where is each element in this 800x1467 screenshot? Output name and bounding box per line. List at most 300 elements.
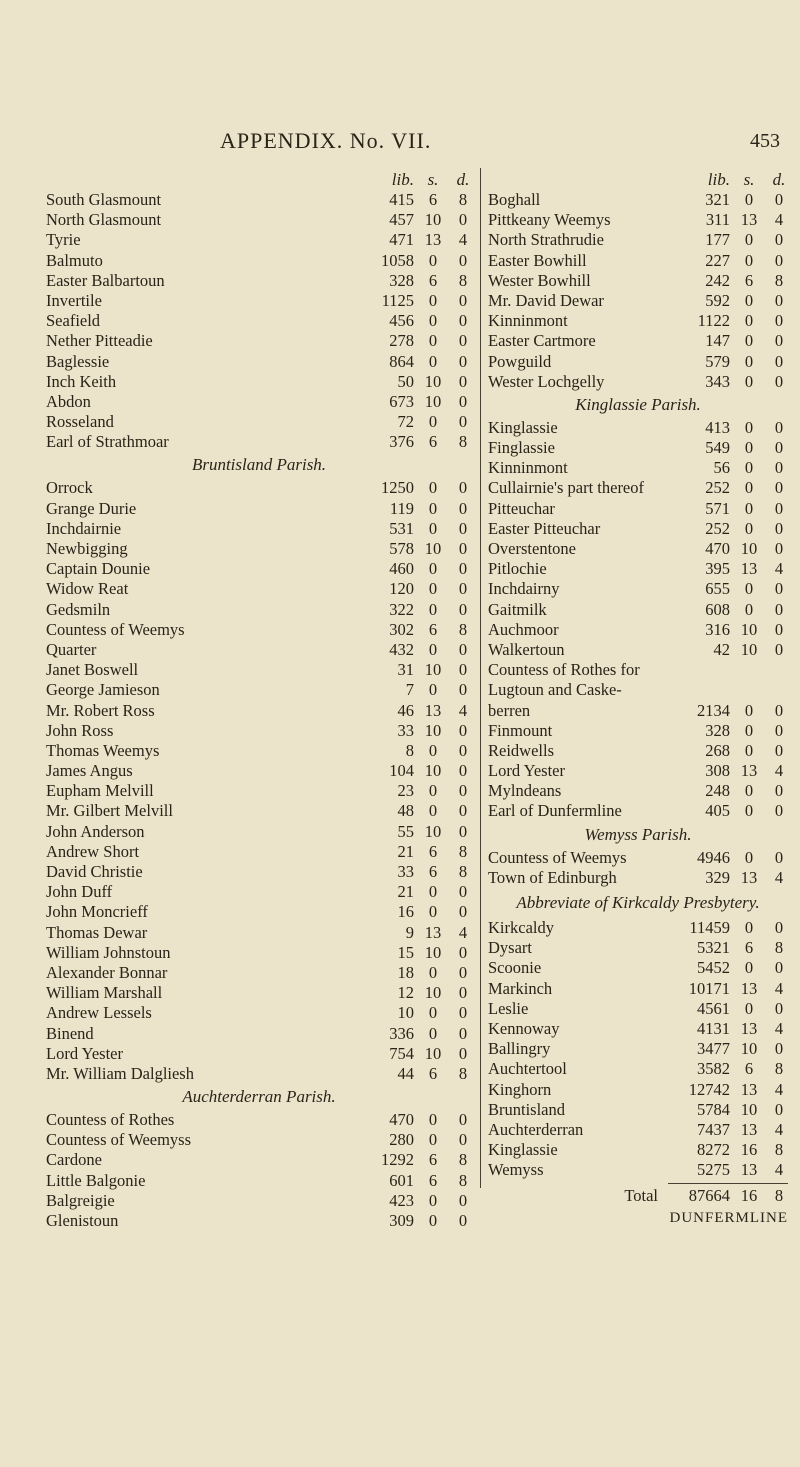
pence-value: 4 — [774, 559, 784, 579]
pence-value: 8 — [458, 270, 468, 290]
shillings-value: 10 — [424, 942, 442, 962]
pence-value: 4 — [774, 1018, 784, 1038]
pounds-value: 87664 — [688, 1186, 730, 1206]
pounds-value: 8 — [405, 740, 414, 760]
pounds-value: 280 — [389, 1130, 414, 1150]
pence-value: 0 — [774, 720, 784, 740]
table-row — [488, 418, 788, 438]
estate-name: Easter Bowhill — [488, 250, 587, 270]
estate-name: Walkertoun — [488, 639, 565, 659]
pounds-value: 395 — [705, 559, 730, 579]
table-row — [46, 519, 472, 539]
shillings-value: 10 — [424, 539, 442, 558]
pounds-value: 5321 — [697, 938, 730, 958]
estate-name: George Jamieson — [46, 680, 160, 700]
estate-name: Mr. Gilbert Melvill — [46, 801, 173, 821]
table-row — [46, 579, 472, 599]
shillings-value: 0 — [428, 1110, 438, 1130]
pounds-value: 4561 — [697, 998, 730, 1018]
page-number: 453 — [750, 130, 780, 152]
table-row — [488, 1100, 788, 1120]
shillings-value: 6 — [428, 619, 438, 639]
table-row — [488, 620, 788, 640]
pence-value: 0 — [458, 720, 468, 740]
table-row — [488, 801, 788, 821]
estate-name: John Duff — [46, 882, 113, 902]
pence-value: 4 — [774, 1119, 784, 1139]
table-row — [488, 519, 788, 539]
estate-name: Easter Balbartoun — [46, 270, 165, 290]
pounds-value: 10 — [397, 1003, 414, 1023]
table-row — [488, 1160, 788, 1180]
pence-value: 0 — [458, 1130, 468, 1150]
estate-name: Nether Pitteadie — [46, 331, 153, 351]
table-row — [46, 761, 472, 781]
estate-name: Lord Yester — [488, 761, 565, 781]
table-row — [46, 478, 472, 498]
pence-value: 0 — [774, 417, 784, 437]
total-row — [488, 1186, 788, 1206]
pence-value: 0 — [458, 761, 468, 781]
estate-name: Easter Pitteuchar — [488, 518, 601, 538]
shillings-value: 0 — [428, 1023, 438, 1043]
pence-value: 0 — [458, 599, 468, 619]
estate-name: Auchterderran — [488, 1119, 584, 1139]
shillings-value: 0 — [428, 1130, 438, 1150]
shillings-value: 0 — [428, 250, 438, 270]
table-row — [488, 559, 788, 579]
table-row — [46, 1191, 472, 1211]
pounds-value: 328 — [705, 720, 730, 740]
pence-value: 0 — [458, 391, 468, 411]
d-header: d. — [456, 170, 470, 189]
estate-name: Glenistoun — [46, 1211, 119, 1230]
pounds-value: 2134 — [697, 700, 730, 720]
estate-name: Kinninmont — [488, 458, 568, 478]
pounds-value: 23 — [397, 781, 414, 801]
page-header — [220, 128, 780, 154]
pounds-value: 470 — [389, 1110, 414, 1130]
shillings-value: 0 — [744, 331, 754, 351]
estate-name: Pittkeany Weemys — [488, 210, 611, 230]
pence-value: 0 — [458, 250, 468, 270]
parish-heading: Abbreviate of Kirkcaldy Presbytery. — [516, 893, 760, 912]
estate-name: Mr. David Dewar — [488, 290, 604, 310]
pence-value: 4 — [458, 922, 468, 942]
table-row — [46, 680, 472, 700]
table-row — [46, 230, 472, 250]
pounds-value: 321 — [705, 190, 730, 209]
shillings-value: 13 — [740, 1079, 758, 1099]
table-row — [46, 781, 472, 801]
table-row — [46, 943, 472, 963]
estate-name: Inchdairny — [488, 579, 560, 599]
pounds-value: 278 — [389, 331, 414, 351]
pence-value: 0 — [774, 639, 784, 659]
s-header: s. — [427, 170, 439, 189]
pounds-value: 316 — [705, 619, 730, 639]
pence-value: 8 — [774, 270, 784, 290]
shillings-value: 10 — [424, 660, 442, 680]
shillings-value: 6 — [744, 938, 754, 958]
estate-name: Invertile — [46, 290, 102, 310]
pounds-value: 549 — [705, 438, 730, 458]
estate-name: Quarter — [46, 639, 97, 659]
table-row — [488, 1120, 788, 1140]
estate-name: Leslie — [488, 998, 529, 1018]
estate-name: Inchdairnie — [46, 518, 122, 538]
estate-name: Countess of Weemys — [488, 847, 627, 867]
estate-name: Balgreigie — [46, 1190, 115, 1210]
pence-value: 0 — [774, 1099, 784, 1119]
table-row — [46, 701, 472, 721]
table-row — [46, 640, 472, 660]
pence-value: 0 — [458, 1190, 468, 1210]
estate-name: Rosseland — [46, 412, 114, 432]
pounds-value: 460 — [389, 559, 414, 579]
estate-name: Cullairnie's part thereof — [488, 478, 645, 498]
shillings-value: 0 — [428, 1211, 438, 1230]
shillings-value: 10 — [740, 1039, 758, 1059]
pounds-value: 21 — [397, 882, 414, 902]
pounds-value: 12 — [397, 983, 414, 1003]
pence-value: 0 — [458, 740, 468, 760]
pence-value: 0 — [458, 331, 468, 351]
s-header: s. — [743, 170, 755, 189]
table-row — [46, 801, 472, 821]
estate-name: Overstentone — [488, 539, 576, 558]
shillings-value: 0 — [744, 720, 754, 740]
estate-name: Wester Bowhill — [488, 270, 591, 290]
table-row — [488, 701, 788, 721]
pounds-value: 1058 — [381, 250, 414, 270]
estate-name: David Christie — [46, 862, 143, 881]
table-row — [488, 372, 788, 392]
table-row — [46, 499, 472, 519]
table-row — [488, 230, 788, 250]
shillings-value: 13 — [424, 230, 442, 250]
pence-value: 0 — [458, 579, 468, 599]
shillings-value: 6 — [428, 862, 438, 881]
pence-value: 0 — [458, 962, 468, 982]
pence-value: 4 — [458, 700, 468, 720]
table-row — [46, 311, 472, 331]
shillings-value: 0 — [428, 412, 438, 432]
shillings-value: 0 — [428, 331, 438, 351]
shillings-value: 0 — [744, 190, 754, 209]
pence-value: 0 — [458, 290, 468, 310]
table-row — [46, 1150, 472, 1170]
pounds-value: 5784 — [697, 1099, 730, 1119]
pounds-value: 56 — [713, 458, 730, 478]
pounds-value: 50 — [397, 371, 414, 391]
shillings-value: 0 — [428, 311, 438, 331]
pence-value: 0 — [458, 902, 468, 922]
pounds-value: 343 — [705, 371, 730, 391]
pounds-value: 7 — [405, 680, 414, 700]
left-column — [46, 190, 472, 1231]
pence-value: 0 — [774, 190, 784, 209]
table-row — [46, 1003, 472, 1023]
pence-value: 0 — [774, 250, 784, 270]
pounds-value: 754 — [389, 1043, 414, 1063]
pounds-value: 579 — [705, 351, 730, 371]
table-row — [46, 741, 472, 761]
estate-name: Pitlochie — [488, 559, 547, 579]
shillings-value: 10 — [424, 983, 442, 1003]
table-row — [46, 372, 472, 392]
shillings-value: 0 — [428, 1190, 438, 1210]
pence-value: 0 — [774, 371, 784, 391]
pounds-value: 1250 — [381, 478, 414, 498]
pounds-value: 147 — [705, 331, 730, 351]
catchword: DUNFERMLINE — [669, 1209, 788, 1226]
pounds-value: 48 — [397, 801, 414, 821]
pence-value: 0 — [774, 351, 784, 371]
shillings-value: 10 — [424, 391, 442, 411]
shillings-value: 10 — [424, 761, 442, 781]
table-row — [488, 781, 788, 801]
table-row — [488, 1059, 788, 1079]
estate-name: Baglessie — [46, 351, 110, 371]
pence-value: 0 — [458, 371, 468, 391]
shillings-value: 0 — [428, 579, 438, 599]
estate-name: John Moncrieff — [46, 902, 148, 922]
table-row — [46, 660, 472, 680]
pounds-value: 3582 — [697, 1059, 730, 1079]
table-row — [46, 190, 472, 210]
shillings-value: 0 — [428, 559, 438, 579]
pounds-value: 5275 — [697, 1160, 730, 1180]
pounds-value: 242 — [705, 270, 730, 290]
table-row — [488, 938, 788, 958]
shillings-value: 0 — [428, 599, 438, 619]
estate-name: South Glasmount — [46, 190, 162, 209]
table-row — [46, 559, 472, 579]
estate-name: Little Balgonie — [46, 1170, 146, 1190]
pence-value: 0 — [774, 619, 784, 639]
pounds-value: 432 — [389, 639, 414, 659]
table-row — [46, 923, 472, 943]
shillings-value: 0 — [428, 882, 438, 902]
table-row — [488, 640, 788, 660]
estate-name: Bruntisland — [488, 1099, 565, 1119]
estate-name: Pitteuchar — [488, 498, 555, 518]
shillings-value: 10 — [424, 821, 442, 841]
shillings-value: 0 — [744, 438, 754, 458]
parish-heading: Bruntisland Parish. — [191, 455, 327, 475]
estate-name: berren — [488, 700, 531, 720]
estate-name: Alexander Bonnar — [46, 962, 168, 982]
pence-value: 0 — [458, 1023, 468, 1043]
table-row — [46, 1110, 472, 1130]
pounds-value: 608 — [705, 599, 730, 619]
table-row — [488, 979, 788, 999]
pounds-value: 4946 — [697, 847, 730, 867]
pounds-value: 15 — [397, 942, 414, 962]
estate-name: Mr. William Dalgliesh — [46, 1063, 194, 1083]
pounds-value: 308 — [705, 761, 730, 781]
estate-name: Markinch — [488, 978, 553, 998]
shillings-value: 13 — [424, 922, 442, 942]
estate-name: Wemyss — [488, 1160, 544, 1180]
estate-name: Eupham Melvill — [46, 781, 154, 801]
shillings-value: 10 — [424, 720, 442, 740]
pence-value: 0 — [458, 478, 468, 498]
running-title: APPENDIX. No. VII. — [220, 128, 432, 153]
estate-name: Countess of Rothes for — [488, 660, 640, 680]
pounds-value: 1292 — [381, 1150, 414, 1170]
table-row — [46, 1130, 472, 1150]
estate-name: Finglassie — [488, 438, 555, 458]
pence-value: 0 — [458, 983, 468, 1003]
pence-value: 0 — [458, 660, 468, 680]
table-row — [46, 902, 472, 922]
table-row — [46, 352, 472, 372]
pence-value: 0 — [774, 498, 784, 518]
shillings-value: 0 — [744, 351, 754, 371]
pence-value: 0 — [774, 438, 784, 458]
shillings-value: 13 — [740, 559, 758, 579]
shillings-value: 0 — [744, 740, 754, 760]
table-row — [488, 958, 788, 978]
shillings-value: 10 — [740, 539, 758, 558]
table-row — [488, 741, 788, 761]
table-row — [488, 999, 788, 1019]
pence-value: 4 — [458, 230, 468, 250]
pence-value: 0 — [774, 290, 784, 310]
shillings-value: 0 — [744, 518, 754, 538]
pounds-value: 864 — [389, 351, 414, 371]
estate-name: Countess of Weemys — [46, 619, 185, 639]
shillings-value: 0 — [428, 680, 438, 700]
shillings-value: 0 — [744, 700, 754, 720]
estate-name: Seafield — [46, 311, 101, 331]
shillings-value: 0 — [744, 958, 754, 978]
pounds-value: 309 — [389, 1211, 414, 1230]
pounds-value: 252 — [705, 478, 730, 498]
shillings-value: 0 — [744, 599, 754, 619]
pence-value: 0 — [458, 311, 468, 331]
pence-value: 0 — [774, 1039, 784, 1059]
shillings-value: 6 — [428, 1063, 438, 1083]
pounds-value: 336 — [389, 1023, 414, 1043]
estate-name: Auchtertool — [488, 1059, 567, 1079]
pence-value: 0 — [458, 498, 468, 518]
shillings-value: 0 — [428, 902, 438, 922]
shillings-value: 13 — [740, 867, 758, 887]
pence-value: 8 — [458, 1063, 468, 1083]
pence-value: 0 — [774, 478, 784, 498]
pence-value: 0 — [774, 700, 784, 720]
pence-value: 8 — [458, 190, 468, 209]
table-row — [46, 1064, 472, 1084]
table-row — [46, 291, 472, 311]
estate-name: Kirkcaldy — [488, 918, 554, 937]
table-row — [46, 1044, 472, 1064]
pounds-value: 302 — [389, 619, 414, 639]
shillings-value: 0 — [428, 1003, 438, 1023]
parish-heading: Wemyss Parish. — [584, 824, 692, 844]
pence-value: 4 — [774, 210, 784, 230]
table-row — [46, 882, 472, 902]
estate-name: William Johnstoun — [46, 942, 171, 962]
shillings-value: 0 — [744, 498, 754, 518]
table-row — [488, 721, 788, 741]
estate-name: Powguild — [488, 351, 552, 371]
pence-value: 0 — [774, 998, 784, 1018]
pounds-value: 55 — [397, 821, 414, 841]
estate-name: Mr. Robert Ross — [46, 700, 155, 720]
estate-name: Town of Edinburgh — [488, 867, 617, 887]
table-row — [488, 210, 788, 230]
estate-name: Total — [624, 1186, 658, 1206]
shillings-value: 6 — [744, 1059, 754, 1079]
table-row — [46, 392, 472, 412]
pence-value: 8 — [458, 1170, 468, 1190]
pence-value: 0 — [458, 1110, 468, 1130]
pounds-value: 119 — [389, 498, 414, 518]
estate-name: Captain Dounie — [46, 559, 151, 579]
shillings-value: 0 — [744, 230, 754, 250]
pounds-value: 1122 — [697, 311, 730, 331]
table-row — [488, 352, 788, 372]
pounds-value: 42 — [713, 639, 730, 659]
estate-name: Wester Lochgelly — [488, 371, 605, 391]
right-column-headers — [488, 170, 788, 190]
pence-value: 0 — [774, 918, 784, 937]
pence-value: 0 — [458, 882, 468, 902]
pounds-value: 268 — [705, 740, 730, 760]
estate-name: Gaitmilk — [488, 599, 547, 619]
column-divider — [480, 168, 481, 1188]
shillings-value: 0 — [428, 498, 438, 518]
shillings-value: 0 — [744, 781, 754, 801]
pounds-value: 16 — [397, 902, 414, 922]
table-row — [488, 190, 788, 210]
estate-name: John Anderson — [46, 821, 145, 841]
estate-name: Thomas Dewar — [46, 922, 148, 942]
pounds-value: 46 — [397, 700, 414, 720]
pounds-value: 33 — [397, 862, 414, 881]
shillings-value: 0 — [744, 478, 754, 498]
pounds-value: 7437 — [697, 1119, 730, 1139]
parish-heading: Auchterderran Parish. — [182, 1087, 336, 1107]
shillings-value: 0 — [744, 998, 754, 1018]
estate-name: Tyrie — [46, 230, 81, 250]
pence-value: 0 — [458, 351, 468, 371]
pence-value: 4 — [774, 1160, 784, 1180]
table-row — [46, 862, 472, 882]
pence-value: 0 — [774, 740, 784, 760]
estate-name: Lord Yester — [46, 1043, 123, 1063]
shillings-value: 0 — [744, 801, 754, 821]
shillings-value: 0 — [428, 801, 438, 821]
pounds-value: 673 — [389, 391, 414, 411]
d-header: d. — [772, 170, 786, 189]
table-row — [488, 680, 788, 700]
shillings-value: 6 — [428, 270, 438, 290]
table-row — [46, 963, 472, 983]
table-row — [488, 251, 788, 271]
shillings-value: 13 — [740, 1160, 758, 1180]
shillings-value: 10 — [740, 639, 758, 659]
table-row — [488, 848, 788, 868]
table-row — [488, 539, 788, 559]
table-row — [46, 600, 472, 620]
pence-value: 8 — [458, 862, 468, 881]
pounds-value: 177 — [705, 230, 730, 250]
